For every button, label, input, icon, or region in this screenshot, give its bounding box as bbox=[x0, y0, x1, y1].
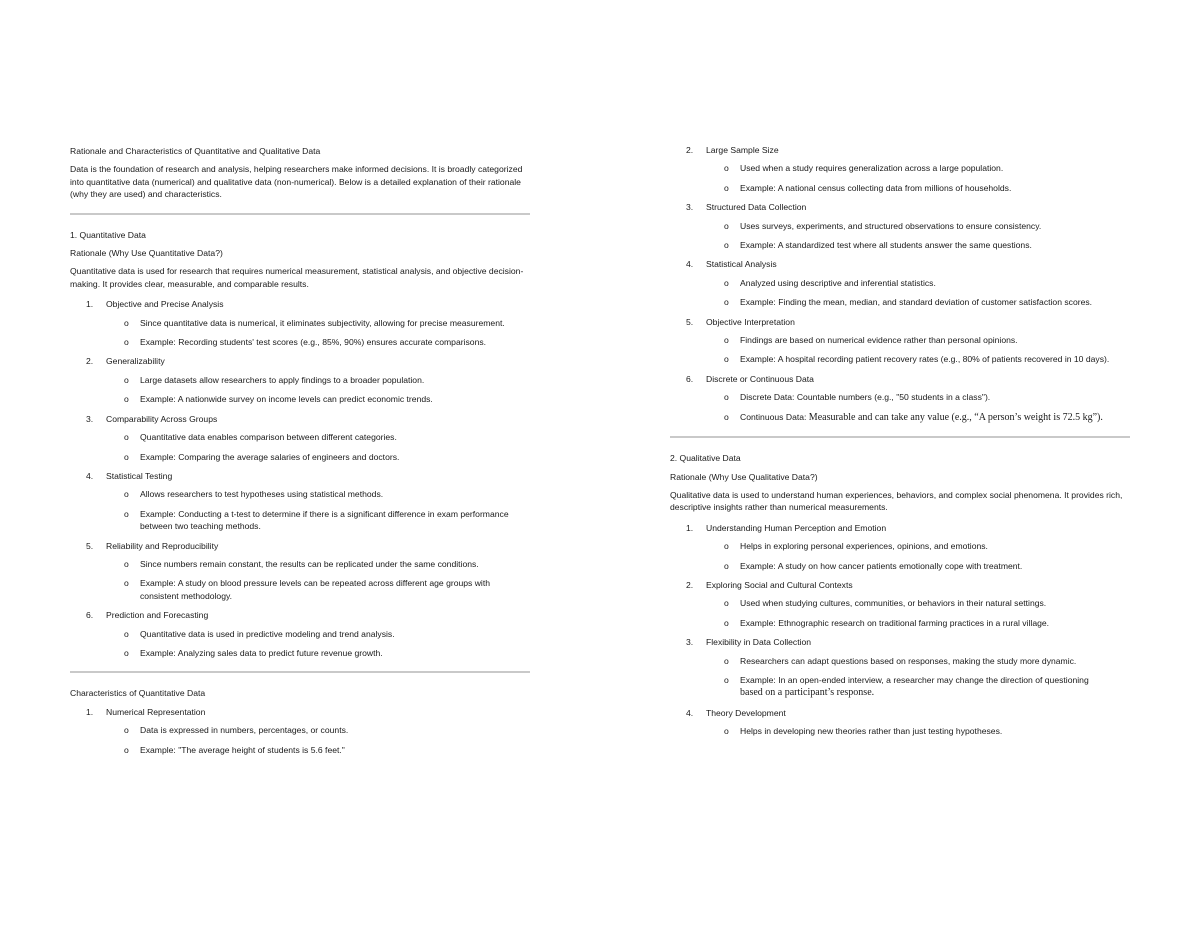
bullet-text: Researchers can adapt questions based on responses, making the study more dynamic. bbox=[740, 655, 1077, 666]
bullet-circle-icon: o bbox=[124, 628, 129, 639]
bullet-item bbox=[670, 540, 1130, 552]
bullet-text: Used when a study requires generalization across a large population. bbox=[740, 163, 1004, 174]
item-number: 3. bbox=[686, 202, 694, 213]
item-title: Objective Interpretation bbox=[706, 316, 795, 327]
divider bbox=[70, 671, 530, 673]
bullet-circle-icon: o bbox=[724, 182, 729, 193]
bullet-text: Since numbers remain constant, the results can be replicated under the same conditions. bbox=[140, 558, 479, 569]
right-column bbox=[670, 140, 1130, 745]
rationale-list bbox=[670, 522, 1130, 629]
bullet-circle-icon: o bbox=[124, 508, 129, 519]
bullet-item bbox=[70, 431, 530, 443]
bullet-text-serif: based on a participant’s response. bbox=[740, 687, 875, 699]
item-title: Comparability Across Groups bbox=[106, 413, 218, 424]
bullet-item bbox=[670, 239, 1130, 251]
item-title: Numerical Representation bbox=[106, 706, 206, 717]
bullet-circle-icon: o bbox=[724, 354, 729, 365]
left-column bbox=[70, 140, 530, 763]
bullet-text: Quantitative data enables comparison between different categories. bbox=[140, 432, 397, 443]
item-number: 4. bbox=[686, 259, 694, 270]
rationale-paragraph: Quantitative data is used for research that requires numerical measurement, statistical analysis, and objective decision-making. It provides clear, measurable, and comparable results. bbox=[70, 266, 524, 289]
section-heading-quantitative: 1. Quantitative Data bbox=[70, 229, 146, 240]
bullet-text: Example: A study on blood pressure levels can be repeated across different age groups with consistent methodology. bbox=[140, 578, 491, 601]
bullet-text: Example: Finding the mean, median, and standard deviation of customer satisfaction scores. bbox=[740, 297, 1093, 308]
bullet-item bbox=[670, 334, 1130, 346]
bullet-text: Example: Comparing the average salaries of engineers and doctors. bbox=[140, 451, 400, 462]
bullet-item bbox=[670, 411, 1130, 424]
bullet-item bbox=[70, 317, 530, 329]
bullet-text: Example: A national census collecting data from millions of households. bbox=[740, 182, 1012, 193]
bullet-text: Quantitative data is used in predictive modeling and trend analysis. bbox=[140, 628, 395, 639]
divider bbox=[670, 436, 1130, 438]
bullet-item bbox=[670, 353, 1130, 365]
bullet-item bbox=[70, 508, 530, 533]
list-item bbox=[670, 579, 1130, 591]
list-item bbox=[70, 355, 530, 367]
item-title: Prediction and Forecasting bbox=[106, 610, 209, 621]
list-item bbox=[670, 636, 1130, 648]
section-heading-qualitative: 2. Qualitative Data bbox=[670, 453, 741, 464]
bullet-item bbox=[670, 725, 1130, 737]
bullet-item bbox=[670, 182, 1130, 194]
document-title: Rationale and Characteristics of Quantitative and Qualitative Data bbox=[70, 146, 321, 156]
bullet-text: Example: "The average height of students is 5.6 feet." bbox=[140, 744, 345, 755]
bullet-text-serif: Measurable and can take any value (e.g., “A person’s weight is 72.5 kg”). bbox=[808, 411, 1103, 423]
rationale-list bbox=[70, 298, 530, 659]
bullet-text: Example: Ethnographic research on traditional farming practices in a rural village. bbox=[740, 617, 1050, 628]
item-title: Structured Data Collection bbox=[706, 202, 807, 213]
characteristics-list bbox=[70, 706, 530, 756]
bullet-text: Example: A study on how cancer patients emotionally cope with treatment. bbox=[740, 560, 1023, 571]
list-item bbox=[670, 258, 1130, 270]
item-title: Reliability and Reproducibility bbox=[106, 540, 219, 551]
bullet-item bbox=[670, 220, 1130, 232]
bullet-circle-icon: o bbox=[724, 240, 729, 251]
item-title: Theory Development bbox=[706, 707, 786, 718]
bullet-item bbox=[70, 577, 530, 602]
bullet-text: Findings are based on numerical evidence rather than personal opinions. bbox=[740, 335, 1018, 346]
bullet-text: Data is expressed in numbers, percentages, or counts. bbox=[140, 725, 349, 736]
item-number: 4. bbox=[686, 707, 694, 718]
bullet-circle-icon: o bbox=[124, 374, 129, 385]
bullet-circle-icon: o bbox=[124, 744, 129, 755]
rationale-list bbox=[670, 707, 1130, 738]
bullet-circle-icon: o bbox=[124, 317, 129, 328]
item-title: Statistical Analysis bbox=[706, 259, 777, 270]
bullet-text: Example: Analyzing sales data to predict future revenue growth. bbox=[140, 647, 383, 658]
item-title: Large Sample Size bbox=[706, 145, 779, 155]
bullet-text: Used when studying cultures, communities, or behaviors in their natural settings. bbox=[740, 598, 1047, 609]
bullet-circle-icon: o bbox=[724, 598, 729, 609]
item-title: Generalizability bbox=[106, 356, 165, 367]
bullet-text: Helps in developing new theories rather than just testing hypotheses. bbox=[740, 726, 1003, 737]
bullet-item bbox=[70, 393, 530, 405]
bullet-item bbox=[70, 336, 530, 348]
item-number: 1. bbox=[686, 522, 694, 533]
item-number: 5. bbox=[86, 540, 94, 551]
bullet-text: Allows researchers to test hypotheses using statistical methods. bbox=[140, 489, 384, 500]
bullet-circle-icon: o bbox=[724, 674, 729, 685]
characteristics-list bbox=[670, 144, 1130, 366]
bullet-circle-icon: o bbox=[724, 617, 729, 628]
bullet-item bbox=[670, 617, 1130, 629]
bullet-text: Example: Recording students' test scores (e.g., 85%, 90%) ensures accurate comparisons. bbox=[140, 337, 487, 348]
bullet-circle-icon: o bbox=[124, 578, 129, 589]
bullet-item bbox=[670, 674, 1130, 700]
item-number: 2. bbox=[686, 579, 694, 590]
list-item bbox=[670, 373, 1130, 385]
bullet-item bbox=[670, 277, 1130, 289]
item-title: Understanding Human Perception and Emotion bbox=[706, 522, 887, 533]
list-item bbox=[670, 201, 1130, 213]
bullet-text: Since quantitative data is numerical, it eliminates subjectivity, allowing for precise measurement. bbox=[140, 317, 505, 328]
bullet-text: Discrete Data: Countable numbers (e.g., "50 students in a class"). bbox=[740, 392, 991, 403]
bullet-circle-icon: o bbox=[124, 432, 129, 443]
list-item bbox=[70, 413, 530, 425]
item-title: Objective and Precise Analysis bbox=[106, 299, 224, 310]
bullet-item bbox=[70, 488, 530, 500]
bullet-circle-icon: o bbox=[724, 163, 729, 174]
item-title: Statistical Testing bbox=[106, 470, 173, 481]
bullet-item bbox=[670, 560, 1130, 572]
bullet-text: Uses surveys, experiments, and structured observations to ensure consistency. bbox=[740, 220, 1042, 231]
bullet-text: Example: A hospital recording patient recovery rates (e.g., 80% of patients recovered in 10 days). bbox=[740, 354, 1110, 365]
characteristics-heading: Characteristics of Quantitative Data bbox=[70, 688, 206, 699]
bullet-circle-icon: o bbox=[724, 297, 729, 308]
bullet-text: Example: In an open-ended interview, a researcher may change the direction of questioning bbox=[740, 674, 1089, 685]
bullet-circle-icon: o bbox=[124, 725, 129, 736]
item-number: 4. bbox=[86, 470, 94, 481]
intro-paragraph: Data is the foundation of research and analysis, helping researchers make informed decisions. It is broadly categorized into quantitative data (numerical) and qualitative data (non-numerical). Below is a detailed explanation of their rationale (why they are used) and characteristics. bbox=[70, 164, 523, 200]
bullet-item bbox=[70, 374, 530, 386]
item-title: Exploring Social and Cultural Contexts bbox=[706, 579, 853, 590]
item-title: Flexibility in Data Collection bbox=[706, 637, 812, 648]
bullet-text: Example: A standardized test where all students answer the same questions. bbox=[740, 240, 1032, 251]
bullet-item bbox=[670, 296, 1130, 308]
bullet-circle-icon: o bbox=[724, 220, 729, 231]
list-item bbox=[670, 144, 1130, 156]
bullet-item bbox=[70, 451, 530, 463]
item-number: 2. bbox=[686, 145, 694, 155]
bullet-circle-icon: o bbox=[124, 558, 129, 569]
bullet-item bbox=[670, 162, 1130, 174]
bullet-circle-icon: o bbox=[124, 489, 129, 500]
rationale-heading: Rationale (Why Use Quantitative Data?) bbox=[70, 248, 223, 259]
item-number: 5. bbox=[686, 316, 694, 327]
bullet-text: Large datasets allow researchers to apply findings to a broader population. bbox=[140, 374, 425, 385]
item-number: 1. bbox=[86, 706, 94, 717]
rationale-paragraph: Qualitative data is used to understand human experiences, behaviors, and complex social phenomena. It provides rich, descriptive insights rather than numerical measurements. bbox=[670, 489, 1123, 513]
bullet-text: Continuous Data: bbox=[740, 411, 809, 422]
bullet-circle-icon: o bbox=[724, 541, 729, 552]
bullet-text: Example: A nationwide survey on income levels can predict economic trends. bbox=[140, 394, 433, 405]
bullet-circle-icon: o bbox=[724, 560, 729, 571]
bullet-circle-icon: o bbox=[724, 392, 729, 403]
item-number: 3. bbox=[86, 413, 94, 424]
bullet-item bbox=[70, 724, 530, 736]
item-number: 2. bbox=[86, 356, 94, 367]
list-item bbox=[70, 706, 530, 718]
item-title: Discrete or Continuous Data bbox=[706, 373, 814, 384]
bullet-text: Example: Conducting a t-test to determine if there is a significant difference in exam performance between two teaching methods. bbox=[140, 508, 509, 532]
list-item bbox=[670, 707, 1130, 719]
divider bbox=[70, 213, 530, 215]
list-item bbox=[670, 316, 1130, 328]
list-item bbox=[70, 470, 530, 482]
bullet-text: Helps in exploring personal experiences, opinions, and emotions. bbox=[740, 541, 988, 552]
bullet-item bbox=[70, 558, 530, 570]
item-number: 6. bbox=[686, 373, 694, 384]
bullet-item bbox=[670, 597, 1130, 609]
rationale-heading: Rationale (Why Use Qualitative Data?) bbox=[670, 471, 818, 482]
item-number: 6. bbox=[86, 610, 94, 621]
bullet-circle-icon: o bbox=[124, 647, 129, 658]
bullet-item bbox=[70, 744, 530, 756]
bullet-circle-icon: o bbox=[124, 337, 129, 348]
bullet-item bbox=[70, 647, 530, 659]
list-item bbox=[70, 540, 530, 552]
item-number: 1. bbox=[86, 299, 94, 310]
list-item bbox=[70, 609, 530, 621]
list-item bbox=[670, 522, 1130, 534]
item-number: 3. bbox=[686, 637, 694, 648]
bullet-circle-icon: o bbox=[724, 335, 729, 346]
bullet-circle-icon: o bbox=[724, 277, 729, 288]
bullet-circle-icon: o bbox=[724, 726, 729, 737]
bullet-item bbox=[670, 391, 1130, 403]
bullet-text: Analyzed using descriptive and inferential statistics. bbox=[740, 277, 936, 288]
bullet-circle-icon: o bbox=[724, 411, 729, 422]
bullet-circle-icon: o bbox=[124, 394, 129, 405]
bullet-item bbox=[670, 655, 1130, 667]
bullet-circle-icon: o bbox=[124, 451, 129, 462]
list-item bbox=[70, 298, 530, 310]
bullet-item bbox=[70, 628, 530, 640]
bullet-circle-icon: o bbox=[724, 655, 729, 666]
